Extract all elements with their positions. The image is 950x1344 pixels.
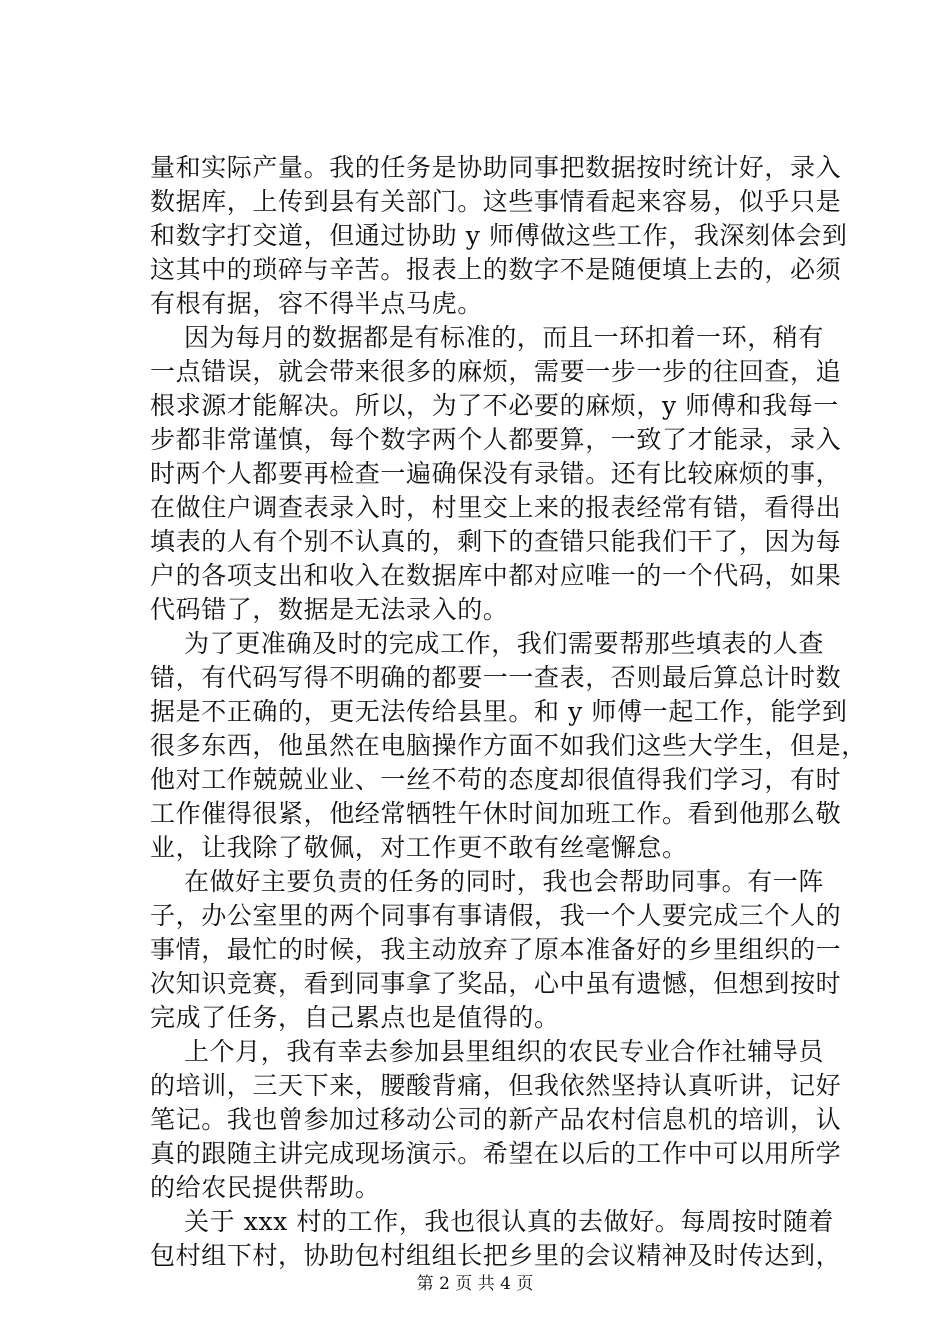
text-line: 事情，最忙的时候，我主动放弃了原本准备好的乡里组织的一	[150, 935, 842, 964]
text-line: 笔记。我也曾参加过移动公司的新产品农村信息机的培训，认	[150, 1105, 842, 1134]
page-number-footer: 第 2 页 共 4 页	[416, 1274, 534, 1294]
text-line: 次知识竞赛，看到同事拿了奖品，心中虽有遗憾，但想到按时	[150, 969, 842, 998]
text-line: 代码错了，数据是无法录入的。	[150, 595, 509, 624]
text-line: 很多东西，他虽然在电脑操作方面不如我们这些大学生，但是，	[150, 731, 867, 760]
text-line: 业，让我除了敬佩，对工作更不敢有丝毫懈怠。	[150, 833, 688, 862]
text-line: 一点错误，就会带来很多的麻烦，需要一步一步的往回查，追	[150, 357, 842, 386]
text-line: 的培训，三天下来，腰酸背痛，但我依然坚持认真听讲，记好	[150, 1071, 842, 1100]
text-line: 在做住户调查表录入时，村里交上来的报表经常有错，看得出	[150, 493, 842, 522]
text-line: 有根有据，容不得半点马虎。	[150, 289, 483, 318]
text-line: 工作催得很紧，他经常牺牲午休时间加班工作。看到他那么敬	[150, 799, 842, 828]
text-line: 时两个人都要再检查一遍确保没有录错。还有比较麻烦的事，	[150, 459, 842, 488]
text-line: 步都非常谨慎，每个数字两个人都要算，一致了才能录，录入	[150, 425, 842, 454]
text-line: 根求源才能解决。所以，为了不必要的麻烦，y 师傅和我每一	[150, 391, 839, 420]
text-line: 这其中的琐碎与辛苦。报表上的数字不是随便填上去的，必须	[150, 255, 842, 284]
paragraph-first-line: 因为每月的数据都是有标准的，而且一环扣着一环，稍有	[184, 323, 825, 352]
text-line: 户的各项支出和收入在数据库中都对应唯一的一个代码，如果	[150, 561, 842, 590]
text-line: 他对工作兢兢业业、一丝不苟的态度却很值得我们学习，有时	[150, 765, 842, 794]
paragraph-first-line: 在做好主要负责的任务的同时，我也会帮助同事。有一阵	[184, 867, 825, 896]
paragraph-first-line: 关于 xxx 村的工作，我也很认真的去做好。每周按时随着	[184, 1207, 834, 1236]
text-line: 完成了任务，自己累点也是值得的。	[150, 1003, 560, 1032]
paragraph-first-line: 为了更准确及时的完成工作，我们需要帮那些填表的人查	[184, 629, 825, 658]
text-line: 量和实际产量。我的任务是协助同事把数据按时统计好，录入	[150, 153, 842, 182]
text-line: 数据库，上传到县有关部门。这些事情看起来容易，似乎只是	[150, 187, 842, 216]
text-line: 据是不正确的，更无法传给县里。和 y 师傅一起工作，能学到	[150, 697, 848, 726]
text-line: 错，有代码写得不明确的都要一一查表，否则最后算总计时数	[150, 663, 842, 692]
text-line: 填表的人有个别不认真的，剩下的查错只能我们干了，因为每	[150, 527, 842, 556]
text-line: 和数字打交道，但通过协助 y 师傅做这些工作，我深刻体会到	[150, 221, 848, 250]
text-line: 子，办公室里的两个同事有事请假，我一个人要完成三个人的	[150, 901, 842, 930]
paragraph-first-line: 上个月，我有幸去参加县里组织的农民专业合作社辅导员	[184, 1037, 825, 1066]
text-line: 真的跟随主讲完成现场演示。希望在以后的工作中可以用所学	[150, 1139, 842, 1168]
text-line: 包村组下村，协助包村组组长把乡里的会议精神及时传达到，	[150, 1241, 842, 1270]
text-line: 的给农民提供帮助。	[150, 1173, 381, 1202]
